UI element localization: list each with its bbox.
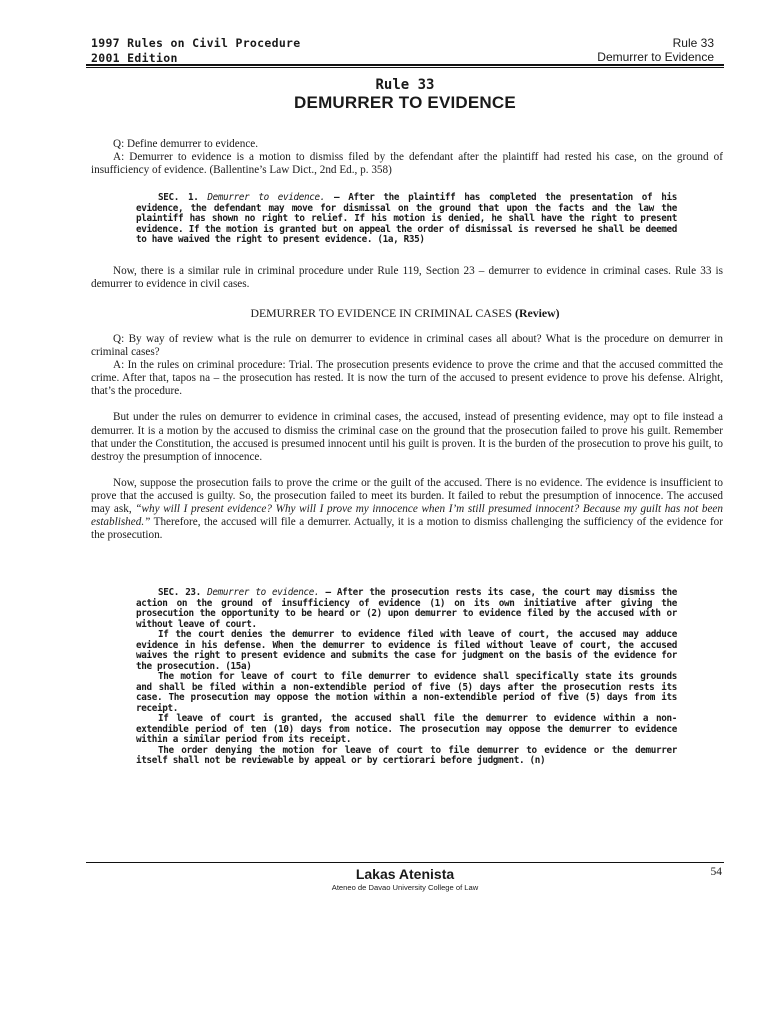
sec23-paragraph-2: If the court denies the demurrer to evidence filed with leave of court, the accused may adduce evidence in his defense. When the demurrer to evidence is filed without leave of court, the accused waives the right to present evidence and submits the case for judgment on the basis of the evidence for the prosecution. (15a) (136, 629, 677, 672)
review-section (91, 333, 723, 542)
sec1-provision (136, 193, 677, 246)
rule-title: DEMURRER TO EVIDENCE (294, 93, 516, 112)
sec1-label: SEC. 1. (158, 192, 199, 203)
footer-subtitle: Ateneo de Davao University College of Law (331, 883, 479, 892)
intro-question: Q: Define demurrer to evidence. (113, 138, 259, 150)
sec23-paragraph-4: If leave of court is granted, the accused shall file the demurrer to evidence within a non-extendible period of ten (10) days from notice. The prosecution may oppose the demurrer to evidence within a similar period from its receipt. (136, 713, 677, 745)
review-answer: A: In the rules on criminal procedure: Trial. The prosecution presents evidence to prove the crime and that the accused committed the crime. After that, tapos na – the prosecution has rested. It is now the turn of the accused to present evidence to prove his defense. Alright, that’s the procedure. (91, 359, 723, 398)
header-book-title: 1997 Rules on Civil Procedure (91, 36, 301, 50)
criminal-procedure-paragraph (91, 265, 723, 291)
rule-number: Rule 33 (375, 77, 435, 93)
sec23-title: Demurrer to evidence. (207, 587, 320, 598)
review-paragraph-2: But under the rules on demurrer to evidence in criminal cases, the accused, instead of presenting evidence, may opt to file instead a demurrer. It is a motion by the accused to dismiss the criminal case on the ground that the prosecution failed to prove his guilt. Remember that under the Constitution, the accused is presumed innocent until his guilt is proven. It is the burden of the prosecution to prove his guilt, to destroy the presumption of innocence. (91, 411, 723, 463)
footer-divider (86, 862, 724, 863)
subheading-main: DEMURRER TO EVIDENCE IN CRIMINAL CASES (250, 306, 513, 320)
review-quote: “why will I present evidence? Why will I prove my innocence when I’m still presumed innocent? Because my guilt has not been established.” (91, 503, 723, 529)
page-number: 54 (710, 866, 722, 878)
sec1-body: – After the plaintiff has completed the presentation of his evidence, the defendant may move for dismissal on the ground that upon the facts and the law the plaintiff has shown no right to relief. If his motion is denied, he shall have the right to present evidence. If the motion is granted but on appeal the order of dismissal is reversed he shall be deemed to have waived the right to present evidence. (1a, R35) (136, 192, 677, 245)
sec23-paragraph-1: – After the prosecution rests its case, the court may dismiss the action on the ground of insufficiency of evidence (1) on its own initiative after giving the prosecution the opportunity to be heard or (2) upon demurrer to evidence filed by the accused with or without leave of court. (136, 587, 677, 630)
sec1-title: Demurrer to evidence. (207, 192, 326, 203)
sec23-provision (136, 588, 677, 767)
review-paragraph-3: Now, suppose the prosecution fails to prove the crime or the guilt of the accused. There is no evidence. The evidence is insufficient to prove that the accused is guilty. So, the prosecution failed to meet its burden. It failed to rebut the presumption of innocence. The accused may ask, “why will I present evidence? Why will I prove my innocence when I’m still presumed innocent? Because my guilt has not been established.” Therefore, the accused will file a demurrer. Actually, it is a motion to dismiss challenging the sufficiency of the evidence for the prosecution. (91, 476, 723, 542)
criminal-procedure-text: Now, there is a similar rule in criminal procedure under Rule 119, Section 23 – demurrer to evidence in criminal cases. Rule 33 is demurrer to evidence in civil cases. (91, 265, 723, 291)
running-header-left (91, 36, 300, 65)
subheading-review: (Review) (515, 306, 560, 320)
sec23-label: SEC. 23. (158, 587, 201, 598)
header-rule-number: Rule 33 (672, 36, 714, 50)
sec23-paragraph-3: The motion for leave of court to file demurrer to evidence shall specifically state its grounds and shall be filed within a non-extendible period of five (5) days after the prosecution rests its case. The prosecution may oppose the motion within a non-extendible period of five (5) days from its receipt. (136, 671, 677, 714)
review-question: Q: By way of review what is the rule on demurrer to evidence in criminal cases all about? What is the procedure on demurrer in criminal cases? (91, 333, 723, 359)
intro-qa (91, 138, 723, 177)
header-divider-thin (86, 67, 724, 68)
header-rule-title: Demurrer to Evidence (597, 50, 714, 64)
section-subheading (0, 306, 768, 321)
sec23-paragraph-5: The order denying the motion for leave of court to file demurrer to evidence or the demurrer itself shall not be reviewable by appeal or by certiorari before judgment. (n) (136, 744, 677, 766)
running-header-right (597, 36, 714, 64)
footer-title: Lakas Atenista (355, 866, 455, 882)
header-divider (86, 64, 724, 66)
intro-answer: A: Demurrer to evidence is a motion to dismiss filed by the defendant after the plaintiff had rested his case, on the ground of insufficiency of evidence. (Ballentine’s Law Dict., 2nd Ed., p. 358) (91, 151, 723, 177)
header-edition: 2001 Edition (91, 50, 178, 65)
